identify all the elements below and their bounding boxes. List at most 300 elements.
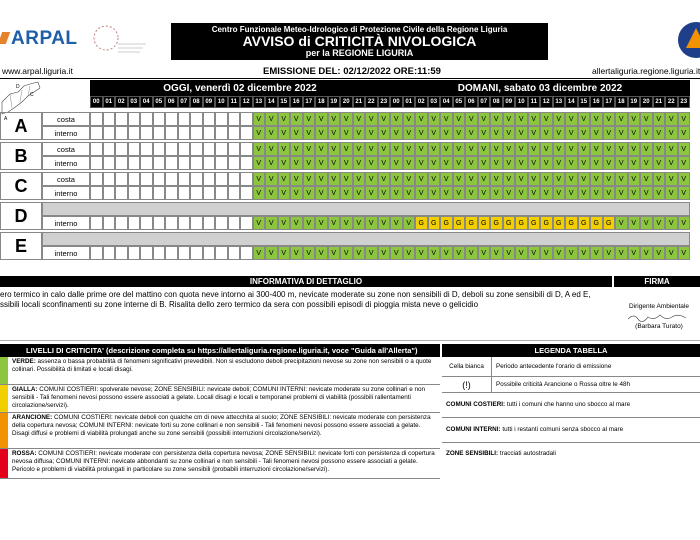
hour-cell: V [453,186,466,200]
hour-label: 08 [490,96,503,108]
firma-role: Dirigente Ambientale [629,303,689,310]
level-name: ROSSA: [12,450,37,457]
hour-cell: V [440,156,453,170]
hour-cell: V [665,246,678,260]
url-right[interactable]: allertaliguria.regione.liguria.it [592,66,700,76]
hour-cell: V [490,126,503,140]
hour-cell: V [303,186,316,200]
hour-cell: V [465,186,478,200]
hour-cell: V [503,142,516,156]
hour-cell: V [315,156,328,170]
hour-cell: V [628,172,641,186]
hour-cell [153,246,166,260]
level-description: assenza o bassa probabilità di fenomeni significativi prevedibili. Non si escludono deboli precipitazioni nevose su zone non sensibili o a quote collinari. Possibilità di limitati e locali disagi. [12,358,432,373]
legend-interni-label: COMUNI INTERNI: [446,426,501,433]
hour-cell: V [503,172,516,186]
hour-cell: V [290,246,303,260]
hour-cell: V [478,172,491,186]
hour-cell: V [515,126,528,140]
hour-cell: V [328,186,341,200]
hour-cell: V [378,246,391,260]
level-name: ARANCIONE: [12,414,53,421]
hour-cell: V [428,156,441,170]
hour-cell: V [678,216,691,230]
hour-cell: V [265,172,278,186]
hour-cell: V [615,156,628,170]
hour-cell: V [590,172,603,186]
hour-label: 06 [465,96,478,108]
hour-cell: V [590,156,603,170]
hour-cell [203,142,216,156]
hour-cell: V [428,126,441,140]
zone-row-label: costa [42,142,90,156]
hour-cell: V [653,246,666,260]
hour-cell: V [403,142,416,156]
hour-cell [165,246,178,260]
hour-cell: V [453,142,466,156]
hour-cell: V [415,126,428,140]
warning-symbol-icon: (!) [442,377,492,393]
hour-cell: G [465,216,478,230]
hour-cell: V [453,112,466,126]
hour-cell: V [528,112,541,126]
url-left[interactable]: www.arpal.liguria.it [2,66,73,76]
hour-label: 02 [115,96,128,108]
hour-cell: V [328,172,341,186]
hour-cell [203,246,216,260]
hour-cell [165,216,178,230]
hour-cell: V [453,246,466,260]
hour-cell [140,172,153,186]
hour-cell [190,172,203,186]
hour-cell [153,156,166,170]
hour-cell: V [340,216,353,230]
hour-label: 12 [240,96,253,108]
hour-cell: V [390,246,403,260]
hour-label: 20 [340,96,353,108]
hour-cell [128,112,141,126]
subtitle-line1: Centro Funzionale Meteo-Idrologico di Protezione Civile della Regione Liguria [211,25,508,34]
hour-cell: V [603,186,616,200]
legend-warning-desc: Possibile criticità Arancione o Rossa oltre le 48h [496,381,631,388]
info-title: INFORMATIVA DI DETTAGLIO [0,276,612,287]
hour-cell [165,172,178,186]
hour-cell: V [653,216,666,230]
hour-cell [115,186,128,200]
hour-cell: V [628,142,641,156]
zone-row-label: costa [42,172,90,186]
level-text [12,386,438,410]
hour-cell [240,126,253,140]
hour-cell [178,142,191,156]
hour-cell [190,186,203,200]
hour-label: 06 [165,96,178,108]
hour-cell [228,142,241,156]
legend-interni-desc: tutti i restanti comuni senza sbocco al mare [502,426,624,433]
hour-cell [103,126,116,140]
hour-cell [153,112,166,126]
hour-cell [103,142,116,156]
hour-cell: G [590,216,603,230]
hour-cell: V [653,126,666,140]
hour-cell: G [415,216,428,230]
hour-label: 00 [90,96,103,108]
hour-cell: V [415,172,428,186]
hour-cell: V [353,246,366,260]
hour-cell: V [490,246,503,260]
hour-cell [153,216,166,230]
hour-cell [190,216,203,230]
hour-cell: V [640,186,653,200]
level-name: GIALLA: [12,386,38,393]
level-swatch-green [0,357,8,384]
hour-cell: V [590,126,603,140]
hour-cell [215,112,228,126]
hour-cell: G [490,216,503,230]
hour-cell: V [453,126,466,140]
level-row-orange [0,413,440,449]
level-swatch-red [0,449,8,478]
zone-letter-e: E [0,232,42,260]
hour-cell: V [540,112,553,126]
hour-cell [190,142,203,156]
hour-cell [128,216,141,230]
zone-letter-c: C [0,172,42,200]
hour-cell [90,186,103,200]
hour-cell [240,172,253,186]
hour-cell: G [503,216,516,230]
hour-cell: V [678,112,691,126]
hour-cell: V [628,126,641,140]
hour-cell: V [278,156,291,170]
hour-cell: V [428,142,441,156]
hour-cell [153,142,166,156]
hour-label: 04 [440,96,453,108]
level-description: COMUNI COSTIERI: spolverate nevose; ZONE SENSIBILI: nevicate deboli; COMUNI INTERNI: nevicate moderate su zone collinari e non sensibili - Tali fenomeni nevosi possono essere associati a gelate. Locali disagi e locali e temporanei problemi di viabilità (possibili rallentamenti circolazione/servizi). [12,386,425,409]
hour-label: 21 [353,96,366,108]
hour-cell [103,156,116,170]
hour-cell: V [653,156,666,170]
hour-cell: V [528,126,541,140]
hour-cell: G [540,216,553,230]
hour-cell: V [315,246,328,260]
hour-cell: V [315,126,328,140]
hour-label: 21 [653,96,666,108]
hour-cell [128,156,141,170]
hour-cell: V [628,246,641,260]
hour-cell: V [528,186,541,200]
hour-cell: V [578,112,591,126]
hour-cell: V [565,186,578,200]
hour-cell: V [365,126,378,140]
firma-title: FIRMA [614,276,700,287]
hour-cell: V [303,156,316,170]
hour-cell: V [603,172,616,186]
hour-cell: G [428,216,441,230]
hour-cell: V [378,142,391,156]
hour-cell [140,186,153,200]
hour-cell: V [665,216,678,230]
hour-cell: V [665,172,678,186]
hour-cell: V [278,112,291,126]
hour-cell [90,246,103,260]
hour-cell: V [503,186,516,200]
hour-label: 03 [428,96,441,108]
hour-cell [228,216,241,230]
hour-cell: V [415,186,428,200]
hour-cell: V [403,156,416,170]
hour-cell: V [378,156,391,170]
hour-cell [178,172,191,186]
hour-cell: V [290,142,303,156]
hour-cell: V [278,246,291,260]
hour-cell: G [478,216,491,230]
hour-cell: V [478,142,491,156]
hour-cell: V [290,216,303,230]
hour-cell: V [340,172,353,186]
hour-cell [90,142,103,156]
hour-label: 15 [578,96,591,108]
info-text: ero termico in calo dalle prime ore del mattino con quota neve intorno ai 300-400 m, nevicate moderate su zone non sensibili di D, deboli su zone sensibili di D, A ed E, ssibili locali sconfinamenti su zone interne di B. Risalita dello zero termico da sera con possibili episodi di pioggia mista neve o gelicidio [0,290,591,309]
legend-white-desc: Periodo antecedente l'orario di emissione [496,363,612,370]
hour-cell: V [603,112,616,126]
hour-cell [240,246,253,260]
level-text [12,450,438,474]
hour-cell [240,216,253,230]
hour-cell [228,172,241,186]
hour-cell: V [590,142,603,156]
hour-cell: V [265,246,278,260]
hour-label: 03 [128,96,141,108]
zone-row-label: costa [42,112,90,126]
hour-label: 11 [228,96,241,108]
divider [0,78,700,79]
hour-cell [140,126,153,140]
hour-cell: V [303,142,316,156]
hour-cell: V [415,156,428,170]
zone-row-label: interno [42,126,90,140]
hour-cell [178,126,191,140]
hour-cell: G [528,216,541,230]
hour-label: 19 [328,96,341,108]
hour-cell: V [390,142,403,156]
hour-label: 13 [553,96,566,108]
hour-cell: V [315,172,328,186]
hour-cell [178,186,191,200]
hour-cell [240,142,253,156]
hour-cell: V [553,142,566,156]
legend-title: LEGENDA TABELLA [442,344,700,357]
hour-cell: V [615,186,628,200]
hour-cell: V [265,126,278,140]
hour-cell: V [478,112,491,126]
hour-label: 09 [503,96,516,108]
hour-label: 00 [390,96,403,108]
hour-cell: V [590,186,603,200]
legend-row-sensibili [442,443,700,465]
hour-cell: V [365,186,378,200]
divider [0,340,700,341]
hour-cell: V [540,246,553,260]
arpal-logo: ARPAL [0,28,78,50]
hour-cell: V [465,172,478,186]
legend-white-label: Cella bianca [442,357,492,377]
hour-cell [115,216,128,230]
hour-cell: V [640,142,653,156]
hour-cell [115,246,128,260]
hour-cell: V [465,112,478,126]
hour-cell: V [653,142,666,156]
legend-row-interni [442,418,700,443]
hour-cell [90,216,103,230]
hour-cell [215,216,228,230]
level-text [12,414,438,438]
hour-cell [153,126,166,140]
hour-cell [228,186,241,200]
legend-row-costieri [442,393,700,418]
hour-cell [115,112,128,126]
hour-cell: V [553,156,566,170]
hour-label: 16 [290,96,303,108]
hour-cell: V [603,126,616,140]
hour-cell: V [290,156,303,170]
hour-cell: V [653,186,666,200]
hour-cell: V [328,126,341,140]
hour-cell: V [403,172,416,186]
hour-cell: V [353,172,366,186]
hour-cell [203,126,216,140]
hour-cell: V [353,186,366,200]
hour-cell: V [515,112,528,126]
hour-cell: V [290,172,303,186]
hour-cell: V [615,172,628,186]
protezione-civile-icon [676,18,700,62]
hour-cell [240,186,253,200]
hour-cell [190,112,203,126]
hour-cell [228,126,241,140]
zone-letter-a: A [0,112,42,140]
hour-cell: V [353,112,366,126]
hour-cell: V [378,126,391,140]
hour-cell: V [415,142,428,156]
hour-cell: V [403,186,416,200]
hour-cell: V [640,172,653,186]
hour-cell: V [603,142,616,156]
level-row-yellow [0,385,440,413]
zone-letter-d: D [0,202,42,230]
hour-cell: V [390,216,403,230]
hour-cell: V [328,142,341,156]
hour-cell: V [465,142,478,156]
hour-cell: V [265,112,278,126]
hour-cell [190,126,203,140]
hour-cell [215,142,228,156]
hour-label: 07 [478,96,491,108]
hour-cell [90,156,103,170]
hour-cell [165,142,178,156]
hour-cell: V [253,142,266,156]
hour-cell: V [503,156,516,170]
hour-cell: V [428,186,441,200]
hour-cell: V [490,156,503,170]
level-swatch-orange [0,413,8,448]
hour-cell: V [340,126,353,140]
level-row-green [0,357,440,385]
hour-cell: V [340,112,353,126]
hour-cell: V [478,126,491,140]
hour-cell: V [440,126,453,140]
hour-cell [178,246,191,260]
hour-cell: V [440,172,453,186]
hour-cell [128,142,141,156]
hour-cell [165,112,178,126]
hour-cell: V [403,112,416,126]
hour-cell [128,126,141,140]
hour-cell [178,112,191,126]
hour-cell: G [603,216,616,230]
hour-cell: V [390,186,403,200]
hour-cell: V [253,172,266,186]
hour-label: 19 [628,96,641,108]
day-header-today: OGGI, venerdì 02 dicembre 2022 [90,80,390,96]
hour-label: 02 [415,96,428,108]
hour-label: 18 [315,96,328,108]
hour-cell: V [515,186,528,200]
hour-cell: V [665,112,678,126]
zone-row-label: interno [42,186,90,200]
hour-cell: V [465,156,478,170]
hour-cell: V [503,246,516,260]
levels-title[interactable]: LIVELLI DI CRITICITA' (descrizione completa su https://allertaliguria.regione.liguria.it, voce "Guida all'Allerta") [0,344,440,357]
legend-sensibili-desc: tracciati autostradali [499,450,556,457]
hour-cell: V [328,112,341,126]
level-description: COMUNI COSTIERI: nevicate moderate con persistenza della copertura nevosa; ZONE SENSIBILI: nevicate forti con persistenza di copertura nevosa diffusa; COMUNI INTERNI: nevicate abbondanti su zone collinari e non sensibili - Tali fenomeni nevosi possono essere associati a gelate. Pericolo e problemi di viabilità prolungati in particolare su zone sensibili (probabili interruzioni circolazione/servizi). [12,450,435,473]
hour-cell: V [578,126,591,140]
hour-cell: V [565,112,578,126]
hour-cell: V [653,112,666,126]
hour-cell: V [615,246,628,260]
legend-row-warning [442,377,700,393]
hour-cell [140,142,153,156]
hour-cell: V [253,216,266,230]
hour-cell: V [503,126,516,140]
hour-cell [153,186,166,200]
zone-separator-row [42,202,690,216]
hour-cell: V [665,142,678,156]
hour-cell: V [628,156,641,170]
zone-letter-b: B [0,142,42,170]
university-logo-icon [88,22,148,62]
hour-cell [215,246,228,260]
hour-cell [203,156,216,170]
hour-cell: V [265,156,278,170]
hour-cell: V [528,142,541,156]
hour-cell: V [515,142,528,156]
hour-cell [90,172,103,186]
hour-cell: V [678,186,691,200]
hour-cell [178,216,191,230]
hour-cell: V [465,126,478,140]
hour-label: 05 [453,96,466,108]
hour-label: 13 [253,96,266,108]
hour-cell: V [603,156,616,170]
hour-cell [165,126,178,140]
hour-cell [203,112,216,126]
hour-cell: V [265,216,278,230]
hour-cell [165,186,178,200]
hour-cell: V [378,216,391,230]
hour-cell: V [378,112,391,126]
